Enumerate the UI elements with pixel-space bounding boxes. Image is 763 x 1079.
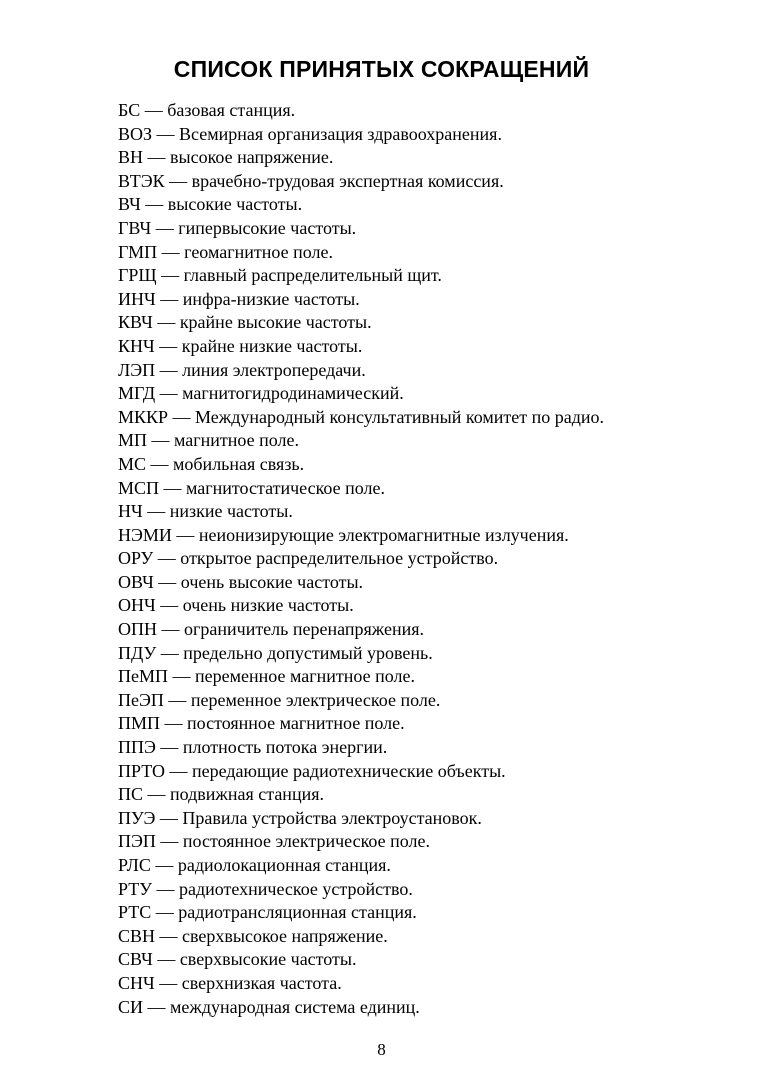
page-title: СПИСОК ПРИНЯТЫХ СОКРАЩЕНИЙ bbox=[173, 56, 590, 82]
abbreviation-entry: ПЭП — постоянное электрическое поле. bbox=[118, 831, 430, 852]
abbreviation-entry: ВН — высокое напряжение. bbox=[118, 147, 334, 168]
abbreviation-entry: ПМП — постоянное магнитное поле. bbox=[118, 713, 405, 734]
abbreviation-entry: ОПН — ограничитель перенапряжения. bbox=[118, 619, 425, 640]
abbreviation-entry: НЧ — низкие частоты. bbox=[118, 501, 293, 522]
page-number: 8 bbox=[377, 1040, 386, 1059]
abbreviation-entry: ЛЭП — линия электропередачи. bbox=[118, 359, 366, 380]
abbreviation-entry: РЛС — радиолокационная станция. bbox=[118, 855, 391, 875]
abbreviation-entry: КВЧ — крайне высокие частоты. bbox=[118, 312, 372, 333]
abbreviation-entry: ПеМП — переменное магнитное поле. bbox=[118, 666, 415, 687]
abbreviation-entry: КНЧ — крайне низкие частоты. bbox=[118, 335, 363, 356]
abbreviation-list bbox=[118, 99, 604, 1019]
abbreviation-entry: ПС — подвижная станция. bbox=[118, 784, 324, 805]
abbreviation-entry: МККР — Международный консультативный комитет по радио. bbox=[118, 406, 605, 427]
abbreviation-entry: СВН — сверхвысокое напряжение. bbox=[118, 925, 388, 946]
abbreviation-entry: МП — магнитное поле. bbox=[118, 430, 299, 451]
abbreviation-entry: ВЧ — высокие частоты. bbox=[118, 194, 303, 215]
abbreviation-entry: БС — базовая станция. bbox=[118, 100, 296, 120]
abbreviation-entry: МС — мобильная связь. bbox=[118, 453, 305, 474]
abbreviation-entry: ВОЗ — Всемирная организация здравоохранения. bbox=[118, 123, 502, 144]
abbreviation-entry: ВТЭК — врачебно-трудовая экспертная комиссия. bbox=[118, 170, 504, 191]
abbreviation-entry: ПеЭП — переменное электрическое поле. bbox=[118, 689, 441, 710]
abbreviation-entry: ПУЭ — Правила устройства электроустановок. bbox=[118, 807, 482, 828]
abbreviation-entry: РТУ — радиотехническое устройство. bbox=[118, 878, 413, 899]
abbreviation-entry: МГД — магнитогидродинамический. bbox=[118, 383, 404, 404]
abbreviation-entry: ГМП — геомагнитное поле. bbox=[118, 241, 333, 262]
abbreviation-entry: ГВЧ — гипервысокие частоты. bbox=[118, 217, 357, 238]
abbreviation-entry: ГРЩ — главный распределительный щит. bbox=[118, 265, 442, 286]
abbreviation-entry: РТС — радиотрансляционная станция. bbox=[118, 902, 417, 923]
abbreviation-entry: СНЧ — сверхнизкая частота. bbox=[118, 972, 342, 993]
abbreviation-entry: ППЭ — плотность потока энергии. bbox=[118, 737, 388, 758]
abbreviation-entry: НЭМИ — неионизирующие электромагнитные излучения. bbox=[118, 524, 569, 545]
abbreviation-entry: ОВЧ — очень высокие частоты. bbox=[118, 571, 364, 592]
abbreviation-entry: МСП — магнитостатическое поле. bbox=[118, 477, 385, 498]
abbreviation-entry: ОРУ — открытое распределительное устройство. bbox=[118, 548, 499, 569]
abbreviation-entry: ОНЧ — очень низкие частоты. bbox=[118, 595, 354, 616]
abbreviation-entry: ПРТО — передающие радиотехнические объекты. bbox=[118, 760, 506, 781]
abbreviation-entry: СВЧ — сверхвысокие частоты. bbox=[118, 949, 357, 970]
abbreviation-entry: СИ — международная система единиц. bbox=[118, 996, 420, 1017]
abbreviation-entry: ПДУ — предельно допустимый уровень. bbox=[118, 642, 433, 663]
abbreviation-entry: ИНЧ — инфра-низкие частоты. bbox=[118, 288, 360, 309]
